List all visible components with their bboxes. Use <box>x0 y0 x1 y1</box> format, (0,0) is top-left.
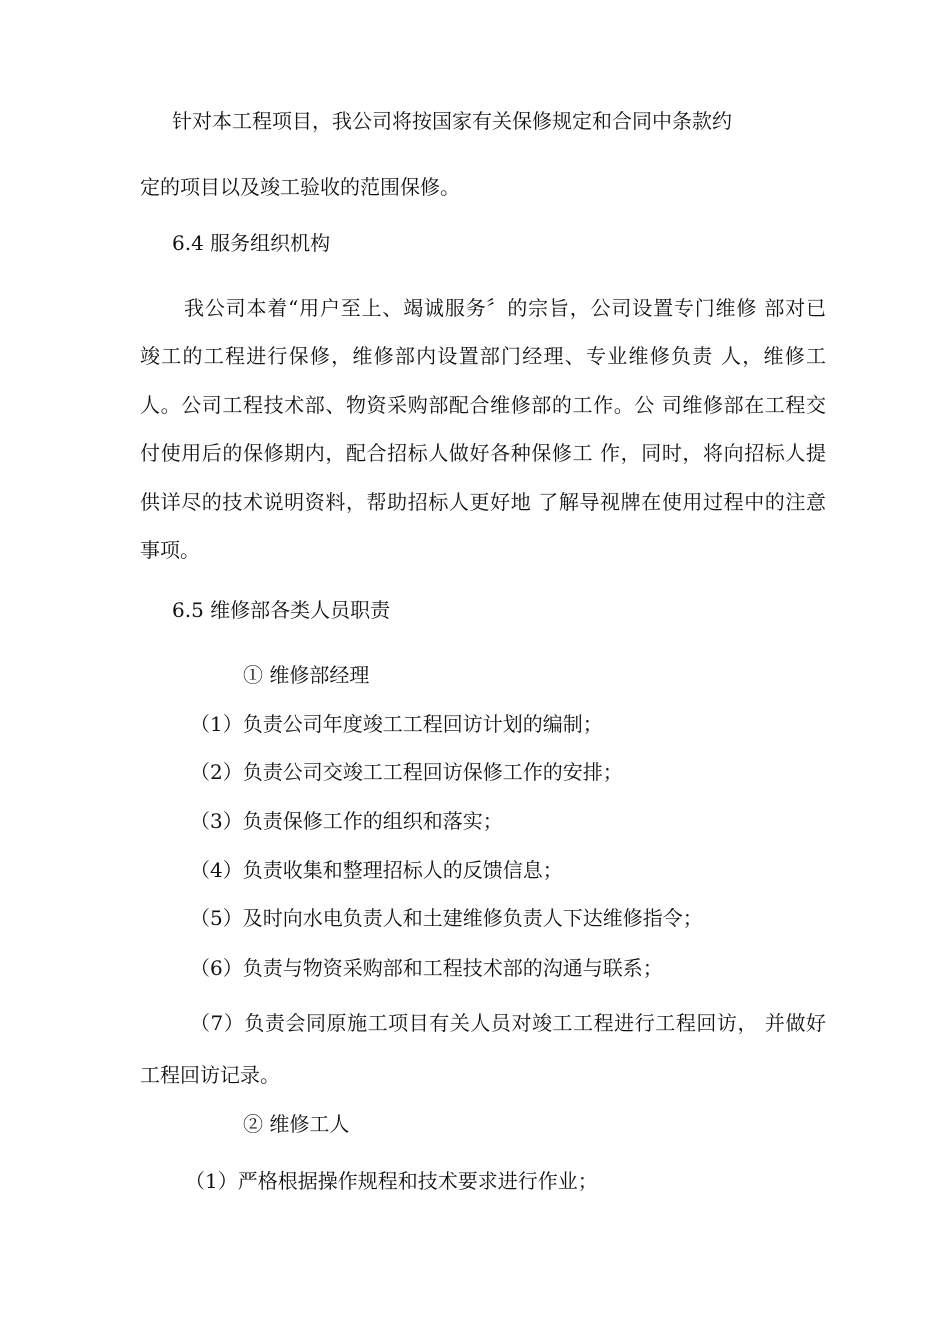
manager-duty-6: （6）负责与物资采购部和工程技术部的沟通与联系； <box>190 956 663 980</box>
section-6-4-line-4: 付使用后的保修期内，配合招标人做好各种保修工 作，同时，将向招标人提 <box>140 441 826 465</box>
section-6-4-line-6: 事项。 <box>140 538 200 562</box>
section-6-5-title: 6.5 维修部各类人员职责 <box>172 598 391 622</box>
manager-duty-2: （2）负责公司交竣工工程回访保修工作的安排； <box>190 760 623 784</box>
manager-duty-4: （4）负责收集和整理招标人的反馈信息； <box>190 858 563 882</box>
manager-duty-1: （1）负责公司年度竣工工程回访计划的编制； <box>190 712 603 736</box>
section-6-4-line-2: 竣工的工程进行保修，维修部内设置部门经理、专业维修负责 人，维修工 <box>140 344 826 368</box>
intro-line-1: 针对本工程项目，我公司将按国家有关保修规定和合同中条款约 <box>172 109 732 133</box>
worker-heading: ② 维修工人 <box>243 1112 350 1136</box>
section-6-4-line-1: 我公司本着“用户至上、竭诚服务〞的宗旨，公司设置专门维修 部对已 <box>184 296 826 320</box>
section-6-4-line-5: 供详尽的技术说明资料，帮助招标人更好地 了解导视牌在使用过程中的注意 <box>140 490 826 514</box>
manager-duty-5: （5）及时向水电负责人和土建维修负责人下达维修指令； <box>190 906 703 930</box>
worker-duty-1: （1）严格根据操作规程和技术要求进行作业； <box>185 1169 598 1193</box>
manager-duty-3: （3）负责保修工作的组织和落实； <box>190 809 503 833</box>
manager-duty-7: （7）负责会同原施工项目有关人员对竣工工程进行工程回访， 并做好 <box>190 1011 826 1035</box>
section-6-4-title: 6.4 服务组织机构 <box>172 231 331 255</box>
manager-heading: ① 维修部经理 <box>243 663 370 687</box>
section-6-4-line-3: 人。公司工程技术部、物资采购部配合维修部的工作。公 司维修部在工程交 <box>140 393 826 417</box>
manager-duty-7-continuation: 工程回访记录。 <box>140 1063 280 1087</box>
intro-line-2: 定的项目以及竣工验收的范围保修。 <box>140 175 460 199</box>
